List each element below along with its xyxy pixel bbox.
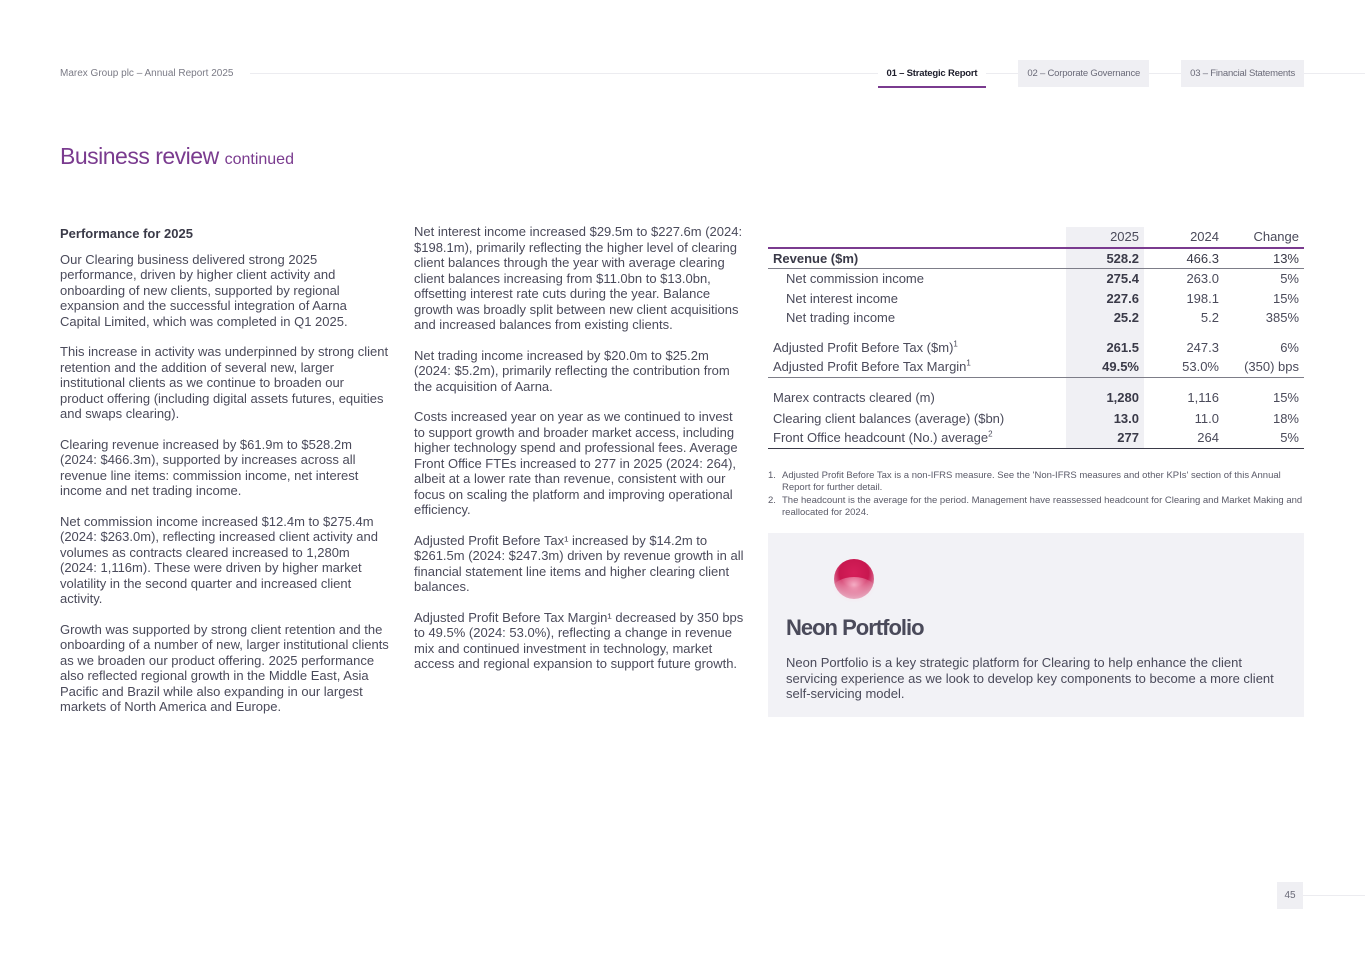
row-label: Net interest income [786, 290, 898, 306]
footnote-ref: 1 [966, 358, 971, 368]
paragraph: Net trading income increased by $20.0m to $25.2m (2024: $5.2m), primarily reflecting the contribution from the acquisition of Aarna. [414, 347, 730, 394]
table-row [768, 248, 1304, 269]
paragraph: This increase in activity was underpinned by strong client retention and the addition of several new, larger institutional clients as we continue to broaden our product offering (including digital assets futures, equities and swaps clearing). [60, 344, 389, 421]
value-2025: 261.5 [1066, 338, 1144, 358]
tab-financial-statements[interactable]: 03 – Financial Statements [1181, 60, 1304, 87]
row-label: Adjusted Profit Before Tax Margin$^1$ [768, 357, 1066, 377]
row-label: Marex contracts cleared (m) [773, 389, 935, 405]
header-2024: 2024 [1190, 229, 1219, 245]
row-label: Net trading income [786, 310, 896, 326]
table-row [768, 428, 1304, 448]
paragraph: Costs increased year on year as we continued to invest to support growth and broader market access, including higher technology spend and professional fees. Average Front Office FTEs increased to 277 in 2025 (2024: 264), albeit at a lower rate than revenue, consistent with our focus on scaling the platform and improving operational efficiency. [414, 409, 738, 517]
paragraph: Our Clearing business delivered strong 2025 performance, driven by higher client activity and onboarding of new clients, supported by regional expansion and the successful integration of Aarna Capital Limited, which was completed in Q1 2025. [60, 251, 348, 329]
neon-portfolio-title: Neon Portfolio [786, 615, 924, 640]
value-2024: 264 [1144, 428, 1224, 448]
value-2024: 466.3 [1144, 248, 1224, 269]
text-column-2 [414, 224, 744, 687]
footnote: 2. The headcount is the average for the period. Management have reassessed headcount for Clearing and Market Making and reallocated for 2024. [768, 495, 1303, 518]
value-2025: 275.4 [1066, 269, 1144, 289]
section-subheading: Performance for 2025 [60, 226, 193, 241]
value-2024: 263.0 [1186, 271, 1219, 287]
row-label: Adjusted Profit Before Tax ($m)$^1$ [773, 339, 958, 355]
value-change: 385% [1265, 310, 1299, 326]
value-change: 18% [1272, 410, 1299, 426]
paragraph: Adjusted Profit Before Tax Margin¹ decreased by 350 bps to 49.5% (2024: 53.0%), reflecting a change in revenue mix and continued investment in technology, market access and regional expansion to support future growth. [414, 609, 744, 671]
row-label: Front Office headcount (No.) average$^2$ [768, 428, 1066, 448]
page-title-suffix: continued [224, 151, 294, 168]
value-2024: 198.1 [1186, 290, 1219, 306]
value-2025: 13.0 [1066, 409, 1144, 429]
value-2025: 227.6 [1066, 289, 1144, 309]
header-change: Change [1253, 229, 1299, 245]
value-change: 15% [1272, 389, 1299, 405]
row-label: Revenue ($m) [768, 248, 1066, 269]
value-change: 5% [1280, 271, 1299, 287]
value-2025: 25.2 [1066, 308, 1144, 328]
table-row [768, 386, 1304, 409]
table-row [768, 409, 1304, 429]
value-2025: 1,280 [1066, 386, 1144, 409]
paragraph: Growth was supported by strong client retention and the onboarding of a number of new, larger institutional clients as we broaden our product offering. 2025 performance also reflected regional growth in the Middle East, Asia Pacific and Brazil while also expanding in our largest markets of North America and Europe. [60, 621, 389, 714]
paragraph: Net commission income increased $12.4m to $275.4m (2024: $263.0m), reflecting increased client activity and volumes as contracts cleared increased to 1,280m (2024: 1,116m). These were driven by higher market volatility in the second quarter and increased client activity. [60, 513, 378, 606]
header-2025: 2025 [1066, 227, 1144, 248]
value-change: 15% [1272, 290, 1299, 306]
value-2024: 5.2 [1200, 310, 1219, 326]
neon-portfolio-text: Neon Portfolio is a key strategic platform for Clearing to help enhance the client servicing experience as we look to develop key components to become a more client self-servicing model. [786, 655, 1274, 701]
footnote-ref: 1 [953, 339, 958, 349]
table-row [768, 357, 1304, 377]
footer-rule [1303, 895, 1365, 896]
page-number: 45 [1277, 882, 1303, 909]
row-label: Clearing client balances (average) ($bn) [773, 410, 1005, 426]
footnotes [768, 470, 1304, 520]
value-2025: 277 [1066, 428, 1144, 448]
footnote-ref: 2 [988, 429, 993, 439]
value-2024: 1,116 [1187, 389, 1219, 405]
row-label: Net commission income [786, 271, 924, 287]
value-change: 6% [1280, 339, 1299, 355]
table-header-row [768, 227, 1304, 248]
value-2025: 49.5% [1066, 357, 1144, 377]
value-2024: 11.0 [1194, 410, 1219, 426]
table-row [768, 269, 1304, 289]
neon-logo-icon [834, 559, 874, 599]
value-change: (350) bps [1224, 357, 1304, 377]
value-2024: 247.3 [1186, 339, 1219, 355]
page-title [60, 143, 294, 170]
paragraph: Clearing revenue increased by $61.9m to $528.2m (2024: $466.3m), supported by increases across all revenue line items: commission income, net interest income and net trading income. [60, 436, 359, 498]
value-2024: 53.0% [1144, 357, 1224, 377]
paragraph: Net interest income increased $29.5m to $227.6m (2024: $198.1m), primarily reflecting the higher level of clearing client balances through the year with average clearing client balances increasing from $11.0bn to $13.0bn, offsetting interest rate cuts during the year. Balance growth was broadly split between new client acquisitions and increased balances from existing clients. [414, 224, 743, 332]
value-change: 13% [1224, 248, 1304, 269]
table-row [768, 289, 1304, 309]
footnote: 1. Adjusted Profit Before Tax is a non-IFRS measure. See the 'Non-IFRS measures and other KPIs' section of this Annual Report for further detail. [768, 470, 1281, 493]
kpi-table [768, 227, 1304, 449]
page-title-main: Business review [60, 143, 219, 169]
neon-portfolio-panel [768, 533, 1304, 717]
table-row [768, 308, 1304, 328]
text-column-1 [60, 224, 390, 730]
section-nav [878, 60, 1304, 87]
tab-strategic-report[interactable]: 01 – Strategic Report [878, 60, 987, 87]
paragraph: Adjusted Profit Before Tax¹ increased by $14.2m to $261.5m (2024: $247.3m) driven by revenue growth in all financial statement line items and higher clearing client balances. [414, 532, 744, 594]
value-2025: 528.2 [1066, 248, 1144, 269]
table-row [768, 338, 1304, 358]
report-title: Marex Group plc – Annual Report 2025 [60, 68, 241, 79]
value-change: 5% [1224, 428, 1304, 448]
tab-corporate-governance[interactable]: 02 – Corporate Governance [1018, 60, 1149, 87]
